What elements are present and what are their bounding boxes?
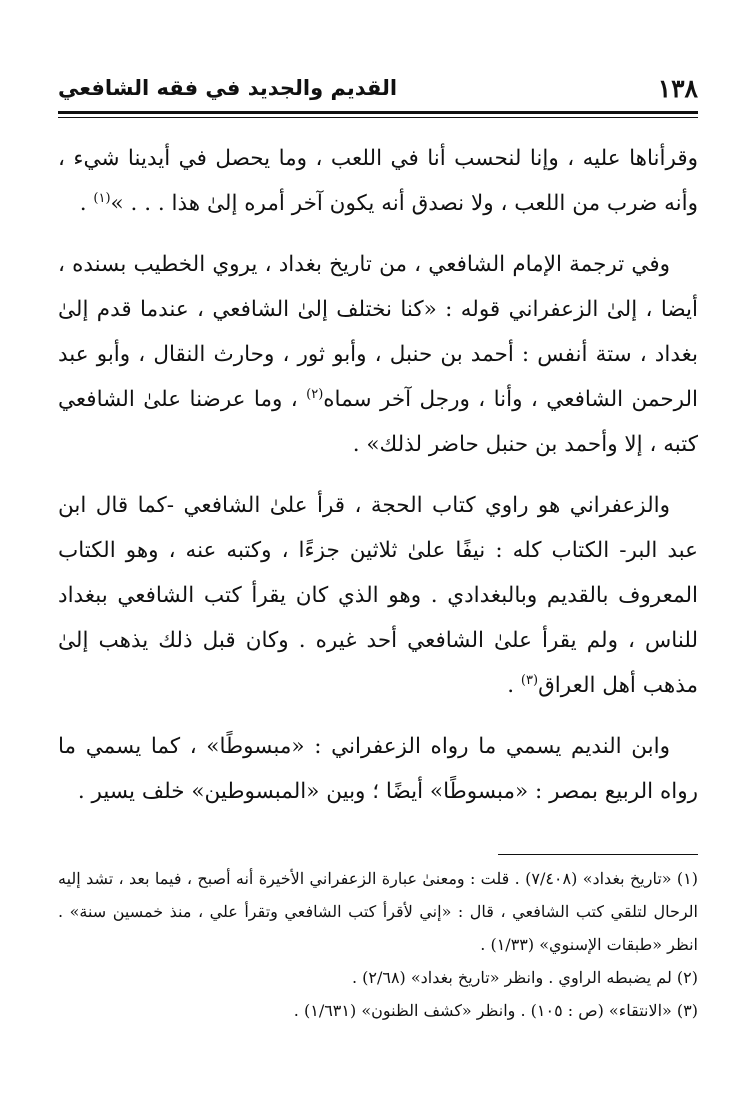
- paragraph-2: [58, 242, 698, 467]
- running-title: القديم والجديد في فقه الشافعي: [58, 76, 398, 100]
- header-rule-thick: [58, 111, 698, 114]
- paragraph-text: وقرأناها عليه ، وإنا لنحسب أنا في اللعب ، وما يحصل في أيدينا شيء ، وأنه ضرب من اللعب ، ولا نصدق أنه يكون آخر أمره إلىٰ هذا . . . »: [58, 146, 698, 216]
- header-rule-thin: [58, 117, 698, 118]
- paragraph-text: .: [79, 191, 94, 216]
- footnote-1: (١) «تاريخ بغداد» (٧/٤٠٨) . قلت : ومعنىٰ عبارة الزعفراني الأخيرة أنه أصبح ، فيما بعد ، تشد إليه الرحال لتلقي كتب الشافعي ، قال : «إني لأقرأ كتب الشافعي وتقرأ علي ، منذ خمسين سنة» . انظر «طبقات الإسنوي» (١/٣٣) .: [58, 869, 699, 954]
- page-number: ١٣٨: [657, 73, 698, 103]
- footnotes: [58, 862, 698, 1027]
- footnote-ref: (١): [93, 190, 111, 206]
- paragraph-3: [58, 483, 698, 708]
- footnote-ref: (٢): [306, 386, 324, 402]
- footnote-separator: [498, 854, 698, 855]
- footnote-2: (٢) لم يضبطه الراوي . وانظر «تاريخ بغداد» (٢/٦٨) .: [351, 968, 698, 987]
- paragraph-text: وابن النديم يسمي ما رواه الزعفراني : «مبسوطًا» ، كما يسمي ما رواه الربيع بمصر : «مبسوطًا» أيضًا ؛ وبين «المبسوطين» خلف يسير .: [58, 734, 698, 804]
- footnote-ref: (٣): [520, 672, 539, 688]
- footnote-3: (٣) «الانتقاء» (ص : ١٠٥) . وانظر «كشف الظنون» (١/٦٣١) .: [293, 1001, 698, 1020]
- paragraph-text: .: [507, 673, 521, 698]
- paragraph-1: [58, 136, 698, 226]
- paragraph-text: وفي ترجمة الإمام الشافعي ، من تاريخ بغداد ، يروي الخطيب بسنده ، أيضا ، إلىٰ الزعفراني قوله : «كنا نختلف إلىٰ الشافعي ، عندما قدم إلىٰ بغداد ، ستة أنفس : أحمد بن حنبل ، وأبو ثور ، وحارث النقال ، وأبو عبد الرحمن الشافعي ، وأنا ، ورجل آخر سماه: [58, 252, 698, 412]
- paragraph-text: ، وما عرضنا علىٰ الشافعي كتبه ، إلا وأحمد بن حنبل حاضر لذلك» .: [58, 387, 698, 457]
- main-text: [58, 136, 698, 814]
- paragraph-4: [58, 724, 698, 814]
- paragraph-text: والزعفراني هو راوي كتاب الحجة ، قرأ علىٰ الشافعي -كما قال ابن عبد البر- الكتاب كله : نيفًا علىٰ ثلاثين جزءًا ، وكتبه عنه ، وهو الكتاب المعروف بالقديم وبالبغدادي . وهو الذي كان يقرأ كتب الشافعي ببغداد للناس ، ولم يقرأ علىٰ الشافعي أحد غيره . وكان قبل ذلك يذهب إلىٰ مذهب أهل العراق: [58, 493, 698, 698]
- page-header: [58, 70, 698, 106]
